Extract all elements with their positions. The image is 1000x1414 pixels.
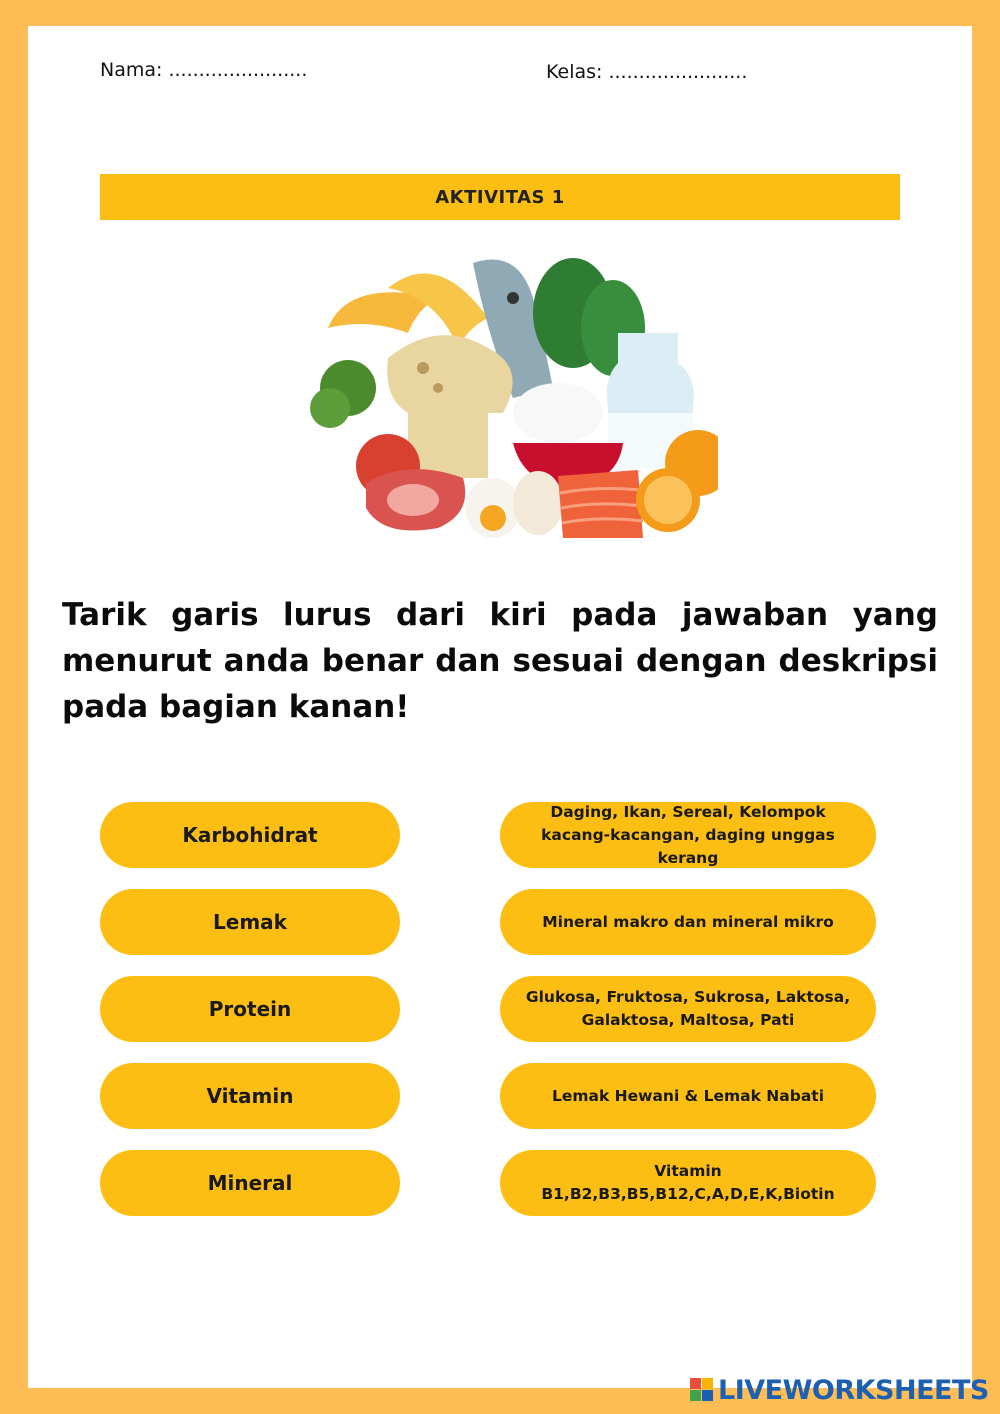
right-item-carbohydrate-types[interactable]: Glukosa, Fruktosa, Sukrosa, Laktosa, Galaktosa, Maltosa, Pati [500, 976, 876, 1042]
left-item-protein[interactable]: Protein [100, 976, 400, 1042]
activity-title: AKTIVITAS 1 [435, 186, 565, 208]
healthy-food-illustration [288, 238, 718, 538]
worksheet-page [28, 26, 972, 1388]
class-field[interactable]: Kelas: ....................... [546, 61, 748, 83]
right-item-mineral-types[interactable]: Mineral makro dan mineral mikro [500, 889, 876, 955]
left-item-lemak[interactable]: Lemak [100, 889, 400, 955]
liveworksheets-logo [690, 1372, 989, 1408]
liveworksheets-icon [690, 1378, 714, 1402]
brand-name: LIVEWORKSHEETS [718, 1374, 989, 1406]
right-item-fat-types[interactable]: Lemak Hewani & Lemak Nabati [500, 1063, 876, 1129]
right-item-vitamin-types[interactable]: Vitamin B1,B2,B3,B5,B12,C,A,D,E,K,Biotin [500, 1150, 876, 1216]
name-field[interactable]: Nama: ....................... [100, 59, 308, 81]
activity-banner [100, 174, 900, 220]
left-item-vitamin[interactable]: Vitamin [100, 1063, 400, 1129]
left-item-karbohidrat[interactable]: Karbohidrat [100, 802, 400, 868]
instruction-text: Tarik garis lurus dari kiri pada jawaban yang menurut anda benar dan sesuai dengan deskripsi pada bagian kanan! [62, 597, 938, 725]
right-item-protein-sources[interactable]: Daging, Ikan, Sereal, Kelompok kacang-kacangan, daging unggas kerang [500, 802, 876, 868]
left-item-mineral[interactable]: Mineral [100, 1150, 400, 1216]
